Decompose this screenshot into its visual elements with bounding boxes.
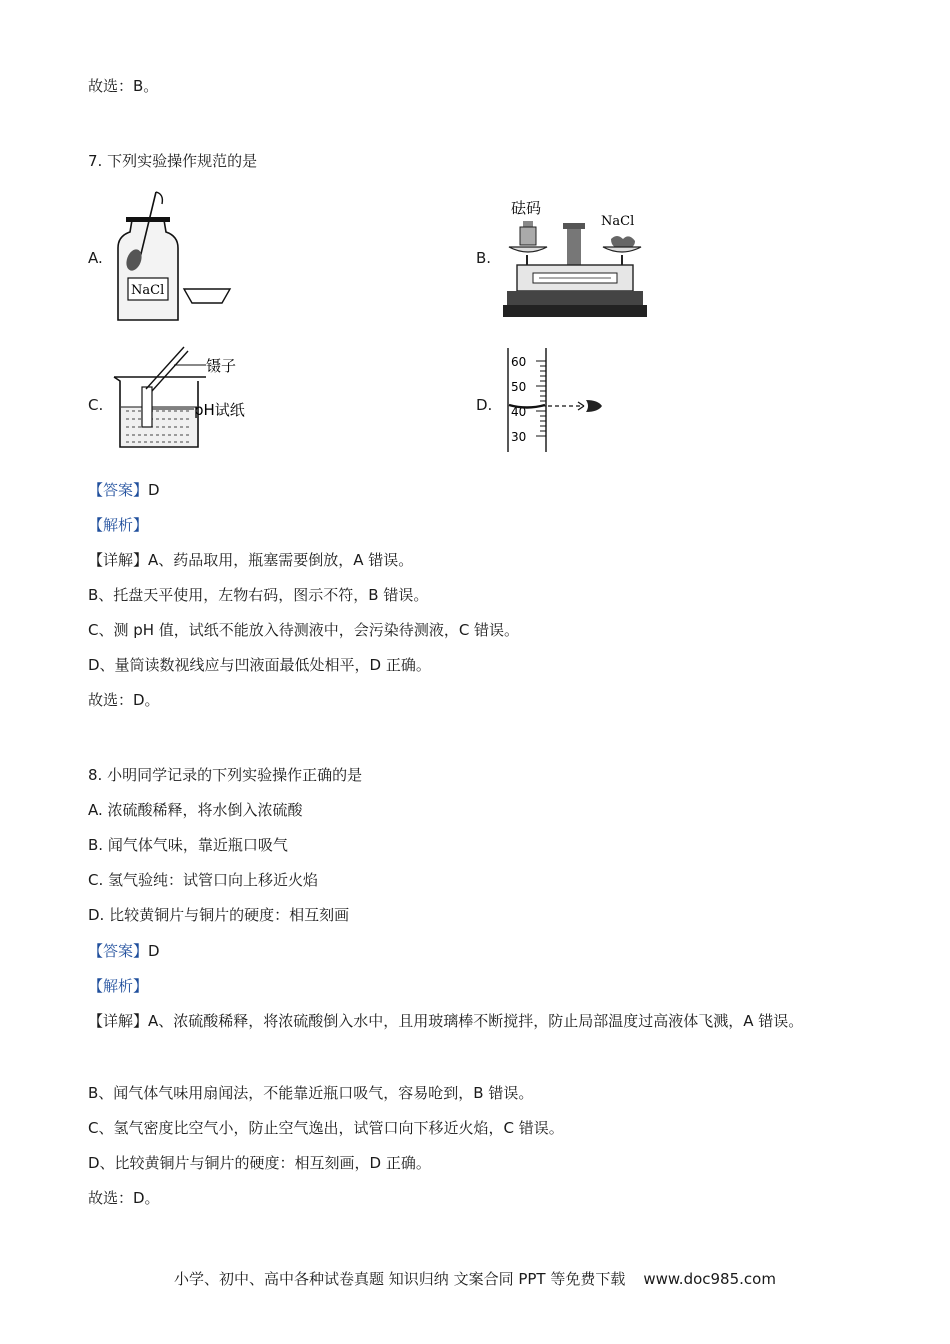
q8-detail-line: B、闻气体气味用扇闻法，不能靠近瓶口吸气，容易呛到，B 错误。	[88, 1084, 534, 1102]
q8-answer: D	[148, 942, 160, 960]
q7-detail-line: A、药品取用，瓶塞需要倒放，A 错误。	[148, 551, 414, 569]
q7-answer-tag: 【答案】	[88, 481, 149, 499]
ph-paper-label: pH试纸	[194, 401, 245, 419]
q8-answer-tag: 【答案】	[88, 942, 149, 960]
q8-detail-line: C、氢气密度比空气小，防止空气逸出，试管口向下移近火焰，C 错误。	[88, 1119, 564, 1137]
footer-text: 小学、初中、高中各种试卷真题 知识归纳 文案合同 PPT 等免费下载	[174, 1270, 626, 1288]
q8-option: D. 比较黄铜片与铜片的硬度：相互刻画	[88, 906, 350, 924]
q8-option: C. 氢气验纯：试管口向上移近火焰	[88, 871, 319, 889]
q7-detail-tag: 【详解】	[88, 551, 149, 569]
bottle-label: NaCl	[131, 283, 165, 298]
tick-label: 40	[511, 405, 527, 419]
q7-analysis-tag: 【解析】	[88, 516, 149, 534]
q7-option-b-label: B.	[476, 249, 492, 267]
q7-detail-line: D、量筒读数视线应与凹液面最低处相平，D 正确。	[88, 656, 431, 674]
tick-label: 60	[511, 355, 527, 369]
ph-test-figure	[110, 345, 290, 455]
q7-detail-line: B、托盘天平使用，左物右码，图示不符，B 错误。	[88, 586, 429, 604]
cylinder-reading-figure	[506, 348, 606, 453]
q7-option-d-label: D.	[476, 396, 493, 414]
footer-site-link[interactable]: www.doc985.com	[643, 1270, 776, 1288]
q8-detail-first: A、浓硫酸稀释，将浓硫酸倒入水中，且用玻璃棒不断搅拌，防止局部温度过高液体飞溅，A 错误。	[148, 1012, 804, 1030]
q8-analysis-tag: 【解析】	[88, 977, 149, 995]
q7-option-c-label: C.	[88, 396, 104, 414]
weight-label: 砝码	[511, 199, 542, 217]
q7-answer: D	[148, 481, 160, 499]
tick-label: 30	[511, 430, 527, 444]
q8-detail-line: D、比较黄铜片与铜片的硬度：相互刻画，D 正确。	[88, 1154, 431, 1172]
balance-figure	[503, 195, 648, 325]
page-footer	[0, 1268, 950, 1290]
q8-option: A. 浓硫酸稀释，将水倒入浓硫酸	[88, 801, 303, 819]
q7-conclusion: 故选：D。	[88, 691, 160, 709]
q8-detail-tag: 【详解】	[88, 1012, 149, 1030]
tweezers-label: 镊子	[206, 357, 237, 375]
reagent-bottle-figure	[112, 190, 237, 325]
q7-stem: 7. 下列实验操作规范的是	[88, 152, 258, 170]
q7-detail-line: C、测 pH 值，试纸不能放入待测液中，会污染待测液，C 错误。	[88, 621, 520, 639]
q8-option: B. 闻气体气味，靠近瓶口吸气	[88, 836, 288, 854]
q7-option-a-label: A.	[88, 249, 103, 267]
tick-label: 50	[511, 380, 527, 394]
q8-conclusion: 故选：D。	[88, 1189, 160, 1207]
q8-stem: 8. 小明同学记录的下列实验操作正确的是	[88, 766, 363, 784]
nacl-pan-label: NaCl	[601, 214, 635, 229]
prev-conclusion: 故选：B。	[88, 77, 159, 95]
